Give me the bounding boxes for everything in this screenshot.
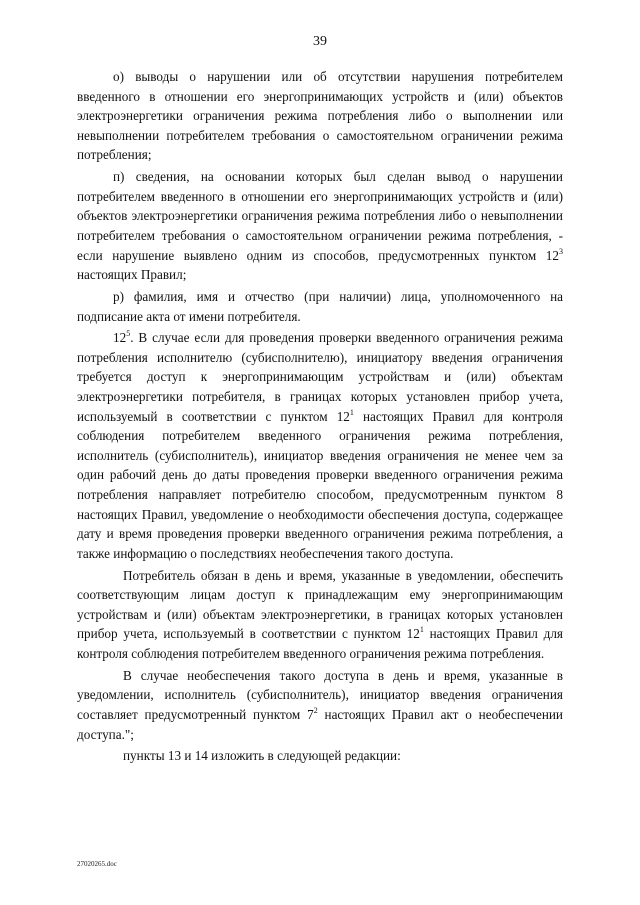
paragraph-r	[77, 287, 563, 326]
paragraph-consumer-obligation	[77, 566, 563, 664]
paragraph-text: . В случае если для проведения проверки введенного ограничения режима потребления исполнителю (субисполнителю), инициатору введения ограничения требуется доступ к энергопринимающим устройствам и (или) объектам электроэнергетики потребителя, в границах которых установлен прибор учета, используемый в соответствии с пунктом 12	[77, 330, 563, 424]
document-body	[77, 67, 563, 768]
paragraph-text: В случае необеспечения такого доступа в день и время, указанные в уведомлении, исполнитель (субисполнитель), инициатор введения ограничения составляет предусмотренный пунктом 7	[77, 667, 563, 722]
paragraph-text: настоящих Правил для контроля соблюдения потребителем введенного ограничения режима потребления.	[77, 626, 563, 661]
superscript: 5	[126, 329, 131, 339]
superscript: 1	[349, 407, 354, 417]
paragraph-items-13-14	[77, 746, 563, 766]
page-number: 39	[313, 34, 327, 49]
paragraph-text: 12	[113, 330, 127, 346]
paragraph-text: р) фамилия, имя и отчество (при наличии) лица, уполномоченного на подписание акта от имени потребителя.	[77, 288, 563, 324]
paragraph-text: настоящих Правил для контроля соблюдения потребителем введенного ограничения режима потребления, исполнитель (субисполнитель), инициатор введения ограничения не менее чем за один рабочий день до даты проведения проверки введенного ограничения режима потребления направляет потребителю способом, предусмотренным пунктом 8 настоящих Правил, уведомление о необходимости обеспечения доступа, содержащее дату и время проведения проверки введенного ограничения режима потребления, а также информацию о последствиях необеспечения такого доступа.	[77, 408, 563, 561]
superscript: 2	[313, 705, 318, 715]
superscript: 3	[559, 246, 563, 256]
paragraph-12-5	[77, 328, 563, 563]
superscript: 1	[419, 625, 424, 635]
paragraph-o	[77, 67, 563, 165]
paragraph-text: о) выводы о нарушении или об отсутствии нарушения потребителем введенного в отношении его энергопринимающих устройств и (или) объектов электроэнергетики ограничения режима потребления либо о выполнении или невыполнении потребителем требования о самостоятельном ограничении режима потребления;	[77, 69, 563, 163]
paragraph-p	[77, 167, 563, 285]
paragraph-text: настоящих Правил;	[77, 267, 187, 283]
paragraph-text: пункты 13 и 14 изложить в следующей редакции:	[123, 748, 401, 764]
footer-filename: 27020265.doc	[77, 860, 117, 868]
paragraph-text: п) сведения, на основании которых был сделан вывод о нарушении потребителем введенного в отношении его энергопринимающих устройств и (или) объектов электроэнергетики ограничения режима потребления либо о невыполнении потребителем требования о самостоятельном ограничении режима потребления, - если нарушение выявлено одним из способов, предусмотренных пунктом 12	[77, 169, 563, 263]
paragraph-text: Потребитель обязан в день и время, указанные в уведомлении, обеспечить соответствующим лицам доступ к принадлежащим ему энергопринимающим устройствам и (или) объектам электроэнергетики, в границах которых установлен прибор учета, используемый в соответствии с пунктом 12	[77, 567, 563, 642]
paragraph-text: настоящих Правил акт о необеспечении доступа.";	[77, 706, 563, 742]
paragraph-no-access	[77, 666, 563, 744]
